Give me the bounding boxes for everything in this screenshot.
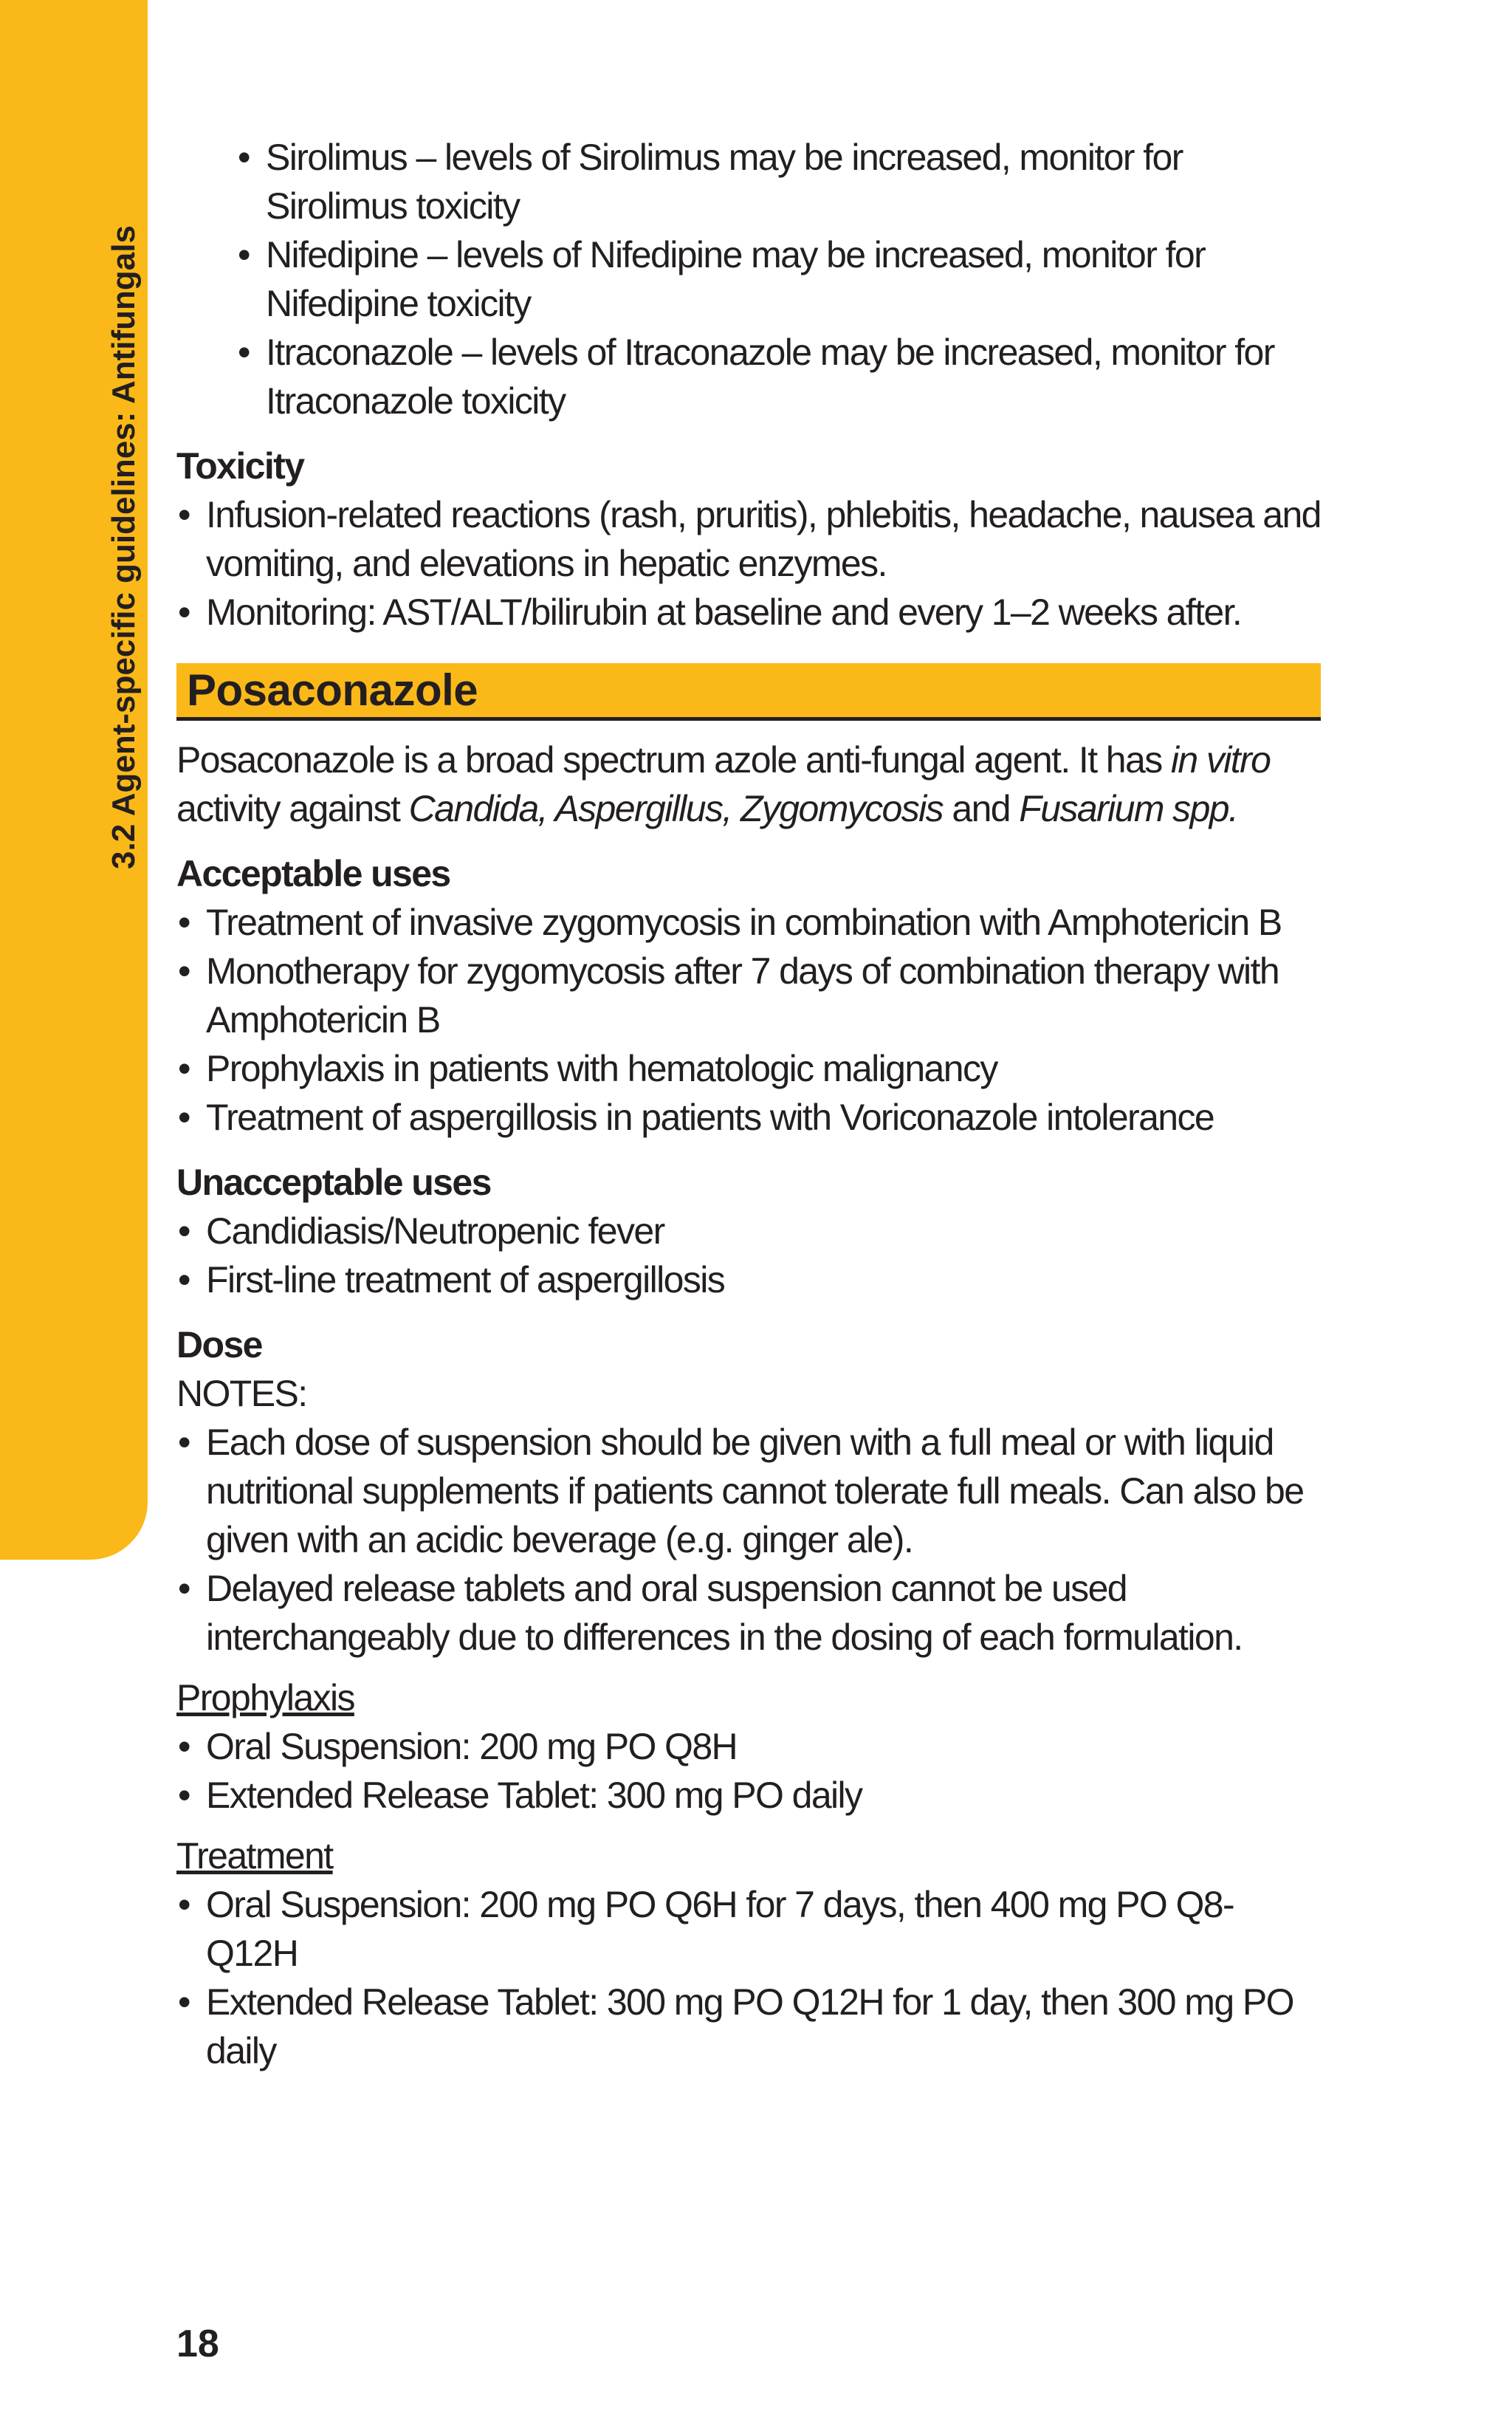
dose-notes-list — [176, 1418, 1321, 1662]
toxicity-list — [176, 490, 1321, 637]
page-content — [176, 133, 1321, 2075]
unacceptable-uses-list — [176, 1207, 1321, 1304]
list-item: • Sirolimus – levels of Sirolimus may be increased, monitor for Sirolimus toxicity — [236, 133, 1321, 230]
list-item: • Monitoring: AST/ALT/bilirubin at baseline and every 1–2 weeks after. — [176, 588, 1321, 637]
list-item: • Each dose of suspension should be given with a full meal or with liquid nutritional supplements if patients cannot tolerate full meals. Can also be given with an acidic beverage (e.g. ginger ale). — [176, 1418, 1321, 1564]
list-item: • Itraconazole – levels of Itraconazole may be increased, monitor for Itraconazole toxicity — [236, 328, 1321, 425]
treatment-list — [176, 1880, 1321, 2075]
acceptable-uses-heading: Acceptable uses — [176, 853, 450, 894]
list-item: • Prophylaxis in patients with hematologic malignancy — [176, 1044, 1321, 1093]
treatment-heading: Treatment — [176, 1835, 333, 1876]
list-item: • Delayed release tablets and oral suspension cannot be used interchangeably due to differences in the dosing of each formulation. — [176, 1564, 1321, 1662]
section-side-tab-label: 3.2 Agent-specific guidelines: Antifungals — [106, 225, 142, 869]
dose-heading: Dose — [176, 1324, 262, 1365]
list-item: • First-line treatment of aspergillosis — [176, 1255, 1321, 1304]
toxicity-heading: Toxicity — [176, 445, 304, 487]
prophylaxis-list — [176, 1722, 1321, 1820]
unacceptable-uses-heading: Unacceptable uses — [176, 1162, 491, 1203]
list-item: • Treatment of aspergillosis in patients with Voriconazole intolerance — [176, 1093, 1321, 1142]
drug-interactions-list — [236, 133, 1321, 425]
posaconazole-intro: Posaconazole is a broad spectrum azole anti-fungal agent. It has in vitro activity against Candida, Aspergillus, Zygomycosis and Fusarium spp. — [176, 739, 1271, 829]
list-item: • Extended Release Tablet: 300 mg PO Q12H for 1 day, then 300 mg PO daily — [176, 1978, 1321, 2075]
list-item: • Monotherapy for zygomycosis after 7 days of combination therapy with Amphotericin B — [176, 947, 1321, 1044]
acceptable-uses-list — [176, 898, 1321, 1142]
list-item: • Treatment of invasive zygomycosis in combination with Amphotericin B — [176, 898, 1321, 947]
list-item: • Oral Suspension: 200 mg PO Q6H for 7 days, then 400 mg PO Q8-Q12H — [176, 1880, 1321, 1978]
posaconazole-section-bar — [176, 663, 1321, 721]
prophylaxis-heading: Prophylaxis — [176, 1677, 354, 1718]
list-item: • Candidiasis/Neutropenic fever — [176, 1207, 1321, 1255]
list-item: • Extended Release Tablet: 300 mg PO daily — [176, 1771, 1321, 1820]
dose-notes-label: NOTES: — [176, 1373, 307, 1414]
page-number: 18 — [176, 2323, 219, 2365]
list-item: • Nifedipine – levels of Nifedipine may be increased, monitor for Nifedipine toxicity — [236, 230, 1321, 328]
list-item: • Infusion-related reactions (rash, pruritis), phlebitis, headache, nausea and vomiting, and elevations in hepatic enzymes. — [176, 490, 1321, 588]
section-title: Posaconazole — [187, 665, 478, 715]
list-item: • Oral Suspension: 200 mg PO Q8H — [176, 1722, 1321, 1771]
